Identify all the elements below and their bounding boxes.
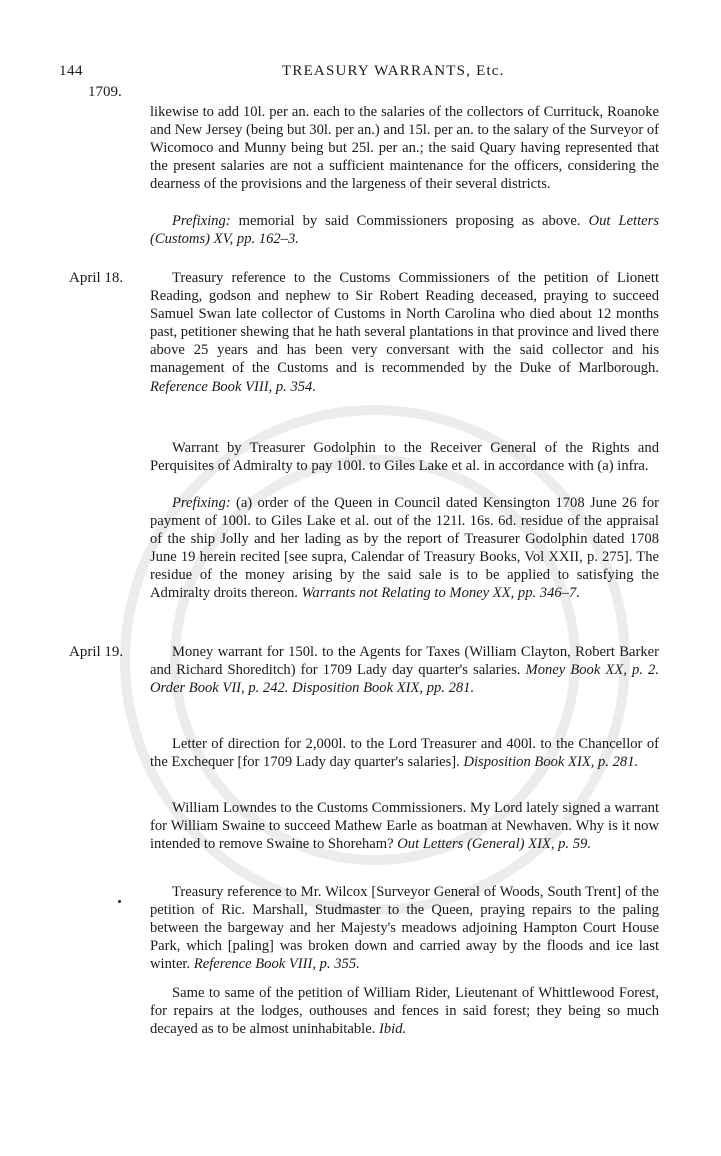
entry-paragraph: Letter of direction for 2,000l. to the Lord Treasurer and 400l. to the Chancellor of the Exchequer [for 1709 Lady day quarter's salaries]. Disposition Book XIX, p. 281.: [150, 736, 659, 771]
entry-paragraph: Warrant by Treasurer Godolphin to the Receiver General of the Rights and Perquisites of Admiralty to pay 100l. to Giles Lake et al. in accordance with (a) infra.: [150, 440, 659, 475]
entry-paragraph: Treasury reference to Mr. Wilcox [Surveyor General of Woods, South Trent] of the petition of Ric. Marshall, Studmaster to the Queen, praying repairs to the paling between the bargeway and her Majesty's meadows adjoining Hampton Court House Park, which [paling] was broken down and carried away by the floods and ice last winter. Reference Book VIII, p. 355.: [150, 884, 659, 973]
entry-paragraph: Same to same of the petition of William Rider, Lieutenant of Whittlewood Forest, for repairs at the lodges, outhouses and fences in said forest; they being so much decayed as to be almost uninhabitable. Ibid.: [150, 985, 659, 1038]
source-reference: Disposition Book XIX, p. 281.: [463, 754, 639, 771]
page-number: 144: [59, 63, 83, 79]
source-reference: Reference Book VIII, p. 355.: [193, 956, 360, 973]
year-marker: 1709.: [88, 84, 122, 100]
margin-mark: [118, 900, 121, 903]
source-reference: Out Letters (General) XIX, p. 59.: [397, 836, 591, 853]
entry-paragraph: Prefixing: memorial by said Commissioners proposing as above. Out Letters (Customs) XV, pp. 162–3.: [150, 213, 659, 248]
date-label: April 19.: [69, 644, 124, 660]
running-title: TREASURY WARRANTS, Etc.: [282, 63, 505, 79]
entry-paragraph: William Lowndes to the Customs Commissioners. My Lord lately signed a warrant for William Swaine to succeed Mathew Earle as boatman at Newhaven. Why is it now intended to remove Swaine to Shoreham? Out Letters (General) XIX, p. 59.: [150, 800, 659, 853]
entry-paragraph: likewise to add 10l. per an. each to the salaries of the collectors of Currituck, Roanoke and New Jersey (being but 30l. per an.) and 15l. per an. to the salary of the Surveyor of Wicomoco and Munny being but 25l. per an.; the said Quary having represented that the present salaries are not a sufficient maintenance for the officers, considering the dearness of the provisions and the largeness of their several districts.: [150, 104, 660, 193]
date-label: April 18.: [69, 270, 124, 286]
source-reference: Money Book XX, p. 2. Order Book VII, p. 242. Disposition Book XIX, pp. 281.: [150, 662, 659, 697]
entry-paragraph: Treasury reference to the Customs Commissioners of the petition of Lionett Reading, godson and nephew to Sir Robert Reading deceased, praying to succeed Samuel Swan late collector of Customs in North Carolina who died about 12 months past, petitioner shewing that he hath several plantations in that province and lived there above 25 years and has been very conversant with the said collector and his management of the Customs and is recommended by the Duke of Marlborough. Reference Book VIII, p. 354.: [150, 270, 660, 395]
source-reference: Warrants not Relating to Money XX, pp. 346–7.: [301, 585, 580, 602]
source-reference: Reference Book VIII, p. 354.: [150, 378, 316, 395]
source-reference: Ibid.: [378, 1021, 407, 1038]
source-reference: Out Letters (Customs) XV, pp. 162–3.: [150, 213, 659, 248]
entry-paragraph: Money warrant for 150l. to the Agents for Taxes (William Clayton, Robert Barker and Richard Shoreditch) for 1709 Lady day quarter's salaries. Money Book XX, p. 2. Order Book VII, p. 242. Disposition Book XIX, pp. 281.: [150, 644, 659, 697]
entry-paragraph: Prefixing: (a) order of the Queen in Council dated Kensington 1708 June 26 for payment of 100l. to Giles Lake et al. out of the 121l. 16s. 6d. residue of the appraisal of the ship Jolly and her lading as by the report of Treasurer Godolphin dated 1708 June 19 herein recited [see supra, Calendar of Treasury Books, Vol XXII, p. 275]. The residue of the money arising by the said sale is to be applied to satisfying the Admiralty droits thereon. Warrants not Relating to Money XX, pp. 346–7.: [150, 495, 659, 602]
